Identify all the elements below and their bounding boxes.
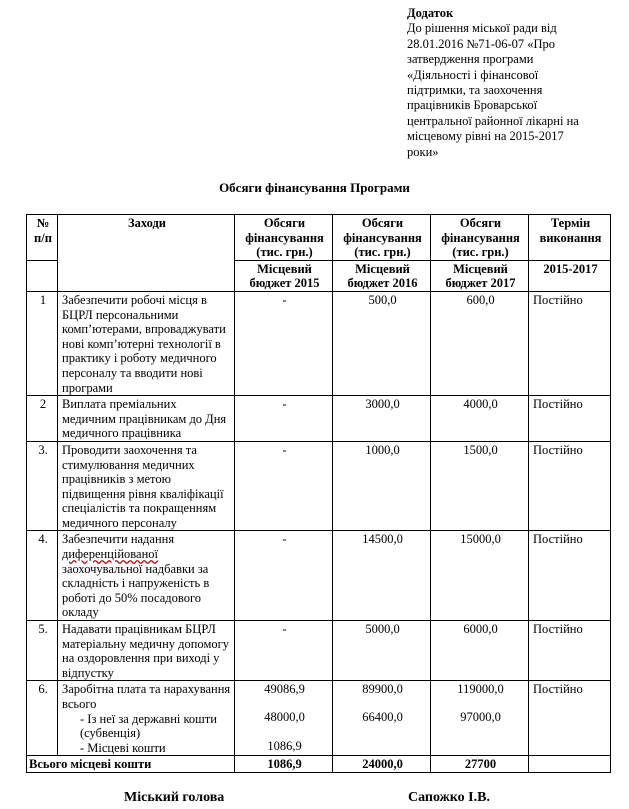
row-num: 3.	[27, 441, 58, 531]
total-2017: 27700	[431, 756, 529, 773]
header-fin-2015: Обсяги фінансування (тис. грн.)	[235, 215, 333, 261]
row-2016: 500,0	[333, 291, 431, 395]
appendix-title: Додаток	[407, 6, 454, 20]
row-2017: 4000,0	[431, 396, 529, 442]
measure-sub-state: - Із неї за державні кошти (субвенція)	[80, 711, 217, 741]
document-title: Обсяги фінансування Програми	[219, 180, 410, 195]
row-term: Постійно	[529, 396, 611, 442]
financing-table	[26, 214, 611, 773]
appendix-line: працівників Броварської	[407, 98, 538, 113]
value: 49086,9	[264, 682, 305, 697]
row-term: Постійно	[529, 681, 611, 756]
appendix-line: До рішення міської ради від	[407, 21, 557, 36]
row-2016: 14500,0	[333, 531, 431, 621]
row-term: Постійно	[529, 291, 611, 395]
header-term: Термін виконання	[529, 215, 611, 261]
header-budget-2017: Місцевий бюджет 2017	[431, 260, 529, 291]
table-row	[27, 681, 611, 756]
value: 1086,9	[267, 738, 302, 753]
row-measure: Забезпечити робочі місця в БЦРЛ персональними комп’ютерами, впроваджувати нові комп’ютерні технології в практику і роботу медичного персоналу та вводити нові програми	[58, 291, 235, 395]
row-2017: 600,0	[431, 291, 529, 395]
table-row	[27, 621, 611, 681]
measure-text: Забезпечити надання	[62, 532, 175, 547]
row-2015: -	[235, 531, 333, 621]
signature-position: Міський голова	[124, 790, 225, 805]
appendix-line: центральної районної лікарні на	[407, 113, 579, 128]
appendix-line: роки»	[407, 144, 439, 159]
table-row	[27, 291, 611, 395]
total-2016: 24000,0	[333, 756, 431, 773]
appendix-line: підтримки, та заохочення	[407, 83, 543, 98]
row-num: 1	[27, 291, 58, 395]
total-term-blank	[529, 756, 611, 773]
row-term: Постійно	[529, 621, 611, 681]
header-fin-2017: Обсяги фінансування (тис. грн.)	[431, 215, 529, 261]
table-row	[27, 396, 611, 442]
measure-main: Заробітна плата та нарахування всього	[62, 682, 231, 711]
row-measure	[58, 681, 235, 756]
value: 119000,0	[457, 682, 504, 697]
row-2017	[431, 681, 529, 756]
measure-text: заохочувальної надбавки за складність і напруженість в роботі до 50% посадового окладу	[62, 561, 210, 620]
row-term: Постійно	[529, 441, 611, 531]
header-period: 2015-2017	[529, 260, 611, 291]
row-num: 6.	[27, 681, 58, 756]
row-2016: 3000,0	[333, 396, 431, 442]
table-header-row	[27, 215, 611, 261]
row-2015: -	[235, 441, 333, 531]
row-measure: Проводити заохочення та стимулювання медичних працівників з метою підвищення рівня кваліфікації спеціалістів та покращенням медичного персоналу	[58, 441, 235, 531]
row-2015: -	[235, 291, 333, 395]
spellcheck-word: диференційованої	[62, 547, 158, 562]
row-2015: -	[235, 621, 333, 681]
header-num-blank	[27, 260, 58, 291]
row-2016: 1000,0	[333, 441, 431, 531]
appendix-block	[407, 6, 617, 160]
value: 48000,0	[264, 710, 305, 724]
row-2015	[235, 681, 333, 756]
total-2015: 1086,9	[235, 756, 333, 773]
row-term: Постійно	[529, 531, 611, 621]
value: 89900,0	[362, 682, 403, 697]
appendix-line: 28.01.2016 №71-06-07 «Про	[407, 36, 556, 51]
signature-name: Сапожко І.В.	[408, 790, 490, 805]
row-measure: Виплата преміальних медичним працівникам до Дня медичного працівника	[58, 396, 235, 442]
row-num: 4.	[27, 531, 58, 621]
measure-sub-local: - Місцеві кошти	[80, 740, 166, 755]
header-fin-2016: Обсяги фінансування (тис. грн.)	[333, 215, 431, 261]
appendix-line: місцевому рівні на 2015-2017	[407, 129, 564, 144]
row-num: 5.	[27, 621, 58, 681]
header-num: № п/п	[27, 215, 58, 261]
appendix-line: затвердження програми	[407, 52, 534, 67]
row-num: 2	[27, 396, 58, 442]
total-row	[27, 756, 611, 773]
row-2015: -	[235, 396, 333, 442]
appendix-line: «Діяльності і фінансової	[407, 67, 539, 82]
row-measure	[58, 531, 235, 621]
row-2016: 5000,0	[333, 621, 431, 681]
total-label: Всього місцеві кошти	[27, 756, 235, 773]
row-2017: 15000,0	[431, 531, 529, 621]
row-2017: 1500,0	[431, 441, 529, 531]
header-budget-2016: Місцевий бюджет 2016	[333, 260, 431, 291]
header-measures: Заходи	[58, 215, 235, 292]
value: 66400,0	[362, 710, 403, 724]
row-measure: Надавати працівникам БЦРЛ матеріальну медичну допомогу на оздоровлення при виході у відпустку	[58, 621, 235, 681]
row-2017: 6000,0	[431, 621, 529, 681]
table-row	[27, 441, 611, 531]
row-2016	[333, 681, 431, 756]
value: 97000,0	[460, 710, 501, 724]
header-budget-2015: Місцевий бюджет 2015	[235, 260, 333, 291]
table-row	[27, 531, 611, 621]
